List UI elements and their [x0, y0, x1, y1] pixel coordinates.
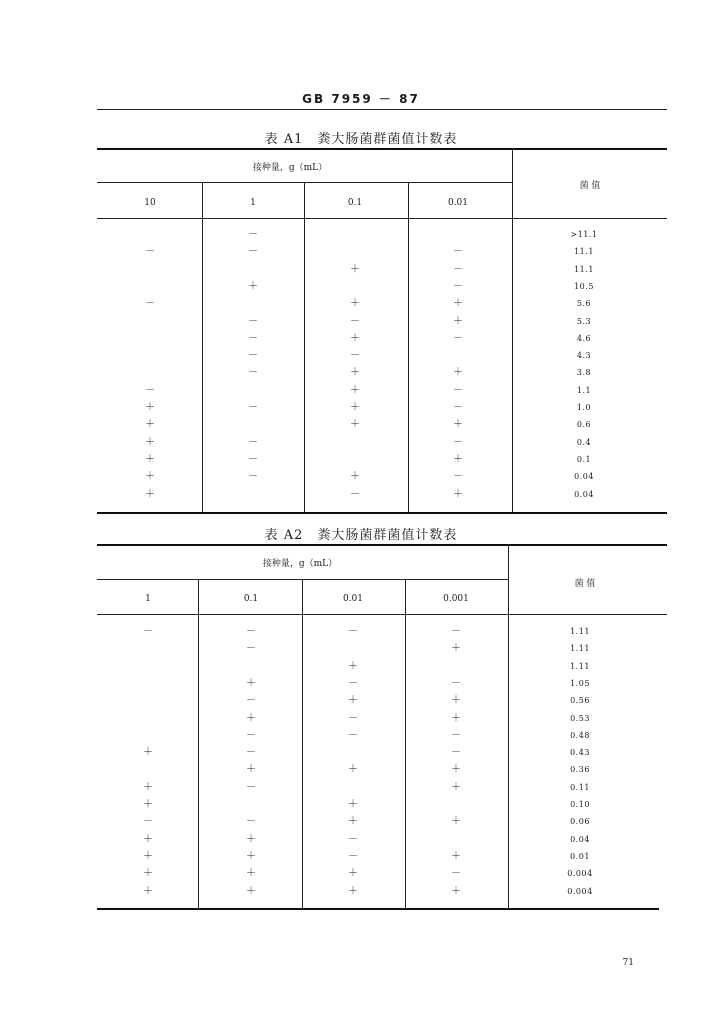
table-a1-caption: 表 A1 粪大肠菌群菌值计数表 — [264, 132, 458, 147]
table-value-cell: 0.4 — [576, 437, 592, 447]
table-a1-value-divider — [512, 148, 513, 512]
table-cell: ＋ — [451, 781, 461, 793]
table-value-cell: 1.11 — [570, 661, 590, 671]
table-value-cell: 0.36 — [570, 765, 590, 775]
table-cell: － — [348, 850, 358, 862]
table-cell: － — [248, 402, 258, 413]
table-cell: ＋ — [451, 850, 461, 862]
table-value-cell: 11.1 — [574, 264, 594, 274]
table-cell: ＋ — [143, 799, 153, 810]
header-rule — [97, 109, 667, 110]
table-cell: ＋ — [350, 263, 360, 275]
table-value-cell: 0.56 — [570, 696, 590, 706]
table-cell: － — [350, 350, 360, 362]
table-cell: － — [246, 747, 256, 759]
table-value-cell: 1.11 — [570, 627, 590, 636]
table-value-cell: 0.11 — [570, 782, 590, 792]
table-a1-col-divider — [408, 182, 409, 512]
table-a1-header-rule — [97, 218, 667, 219]
table-value-cell: 3.8 — [576, 368, 592, 378]
table-cell: ＋ — [145, 402, 155, 413]
table-value-cell: >11.1 — [570, 230, 598, 239]
table-cell: ＋ — [246, 850, 256, 862]
table-cell: － — [246, 781, 256, 793]
table-a1-col-header: 1 — [250, 198, 256, 208]
table-value-cell: 1.11 — [570, 644, 590, 654]
table-cell: － — [453, 402, 463, 413]
table-cell: ＋ — [143, 781, 153, 793]
table-cell: － — [453, 332, 463, 344]
table-a1-col-divider — [304, 182, 305, 512]
table-cell: － — [451, 868, 461, 880]
table-a2-top-rule — [97, 544, 667, 546]
table-cell: ＋ — [143, 833, 153, 845]
table-cell: ＋ — [248, 280, 258, 292]
table-value-cell: 1.1 — [576, 385, 592, 395]
table-cell: － — [143, 626, 153, 637]
table-cell: ＋ — [451, 712, 461, 724]
table-value-cell: 0.01 — [570, 851, 590, 861]
table-cell: － — [453, 263, 463, 275]
table-cell: － — [348, 677, 358, 689]
table-value-cell: 0.10 — [570, 800, 590, 809]
table-cell: － — [348, 712, 358, 724]
table-a1-col-header: 10 — [144, 198, 156, 208]
table-value-cell: 0.43 — [570, 748, 590, 758]
table-a2-header-rule — [97, 614, 667, 615]
table-value-cell: 10.5 — [574, 281, 594, 291]
table-a2-col-header: 0.01 — [342, 594, 364, 604]
table-cell: － — [246, 816, 256, 828]
table-cell: － — [145, 298, 155, 310]
table-cell: ＋ — [453, 298, 463, 310]
table-a2-inoculum-header: 接种量，g（mL） — [262, 559, 338, 569]
table-cell: － — [248, 229, 258, 240]
table-cell: － — [350, 488, 360, 500]
table-cell: ＋ — [145, 419, 155, 431]
table-a2-col-header: 0.1 — [243, 594, 259, 604]
table-a2-col-header: 0.001 — [443, 594, 469, 604]
table-cell: － — [451, 729, 461, 741]
table-cell: ＋ — [350, 419, 360, 431]
table-cell: ＋ — [453, 367, 463, 379]
table-value-cell: 0.04 — [574, 472, 594, 482]
table-cell: － — [248, 367, 258, 379]
table-cell: ＋ — [350, 471, 360, 483]
table-value-cell: 0.48 — [570, 730, 590, 740]
table-value-cell: 0.04 — [570, 834, 590, 844]
table-cell: － — [248, 246, 258, 258]
table-a1-inoculum-header: 接种量，g（mL） — [252, 163, 328, 173]
table-a1-value-header: 菌 值 — [579, 181, 601, 191]
table-cell: ＋ — [453, 453, 463, 465]
table-value-cell: 0.004 — [567, 869, 593, 879]
table-cell: － — [248, 332, 258, 344]
table-cell: ＋ — [350, 332, 360, 344]
table-cell: － — [248, 350, 258, 362]
table-cell: － — [248, 453, 258, 465]
table-cell: ＋ — [143, 747, 153, 759]
table-cell: － — [451, 626, 461, 637]
table-cell: － — [453, 384, 463, 396]
table-cell: ＋ — [145, 436, 155, 448]
table-cell: ＋ — [451, 816, 461, 828]
table-value-cell: 11.1 — [574, 247, 594, 257]
table-value-cell: 4.3 — [576, 351, 592, 361]
table-value-cell: 4.6 — [576, 333, 592, 343]
table-a1-top-rule — [97, 148, 667, 150]
table-cell: － — [348, 626, 358, 637]
table-cell: ＋ — [246, 764, 256, 776]
table-cell: ＋ — [143, 885, 153, 897]
table-a2-bottom-rule — [97, 908, 659, 910]
table-cell: － — [451, 677, 461, 689]
table-cell: ＋ — [145, 488, 155, 500]
table-cell: ＋ — [246, 868, 256, 880]
table-cell: ＋ — [451, 764, 461, 776]
table-cell: － — [248, 315, 258, 327]
table-cell: － — [145, 384, 155, 396]
table-value-cell: 0.06 — [570, 817, 590, 827]
table-cell: ＋ — [143, 868, 153, 880]
table-value-cell: 0.1 — [576, 454, 592, 464]
table-value-cell: 0.004 — [567, 886, 593, 896]
table-cell: － — [246, 643, 256, 655]
table-cell: ＋ — [246, 712, 256, 724]
table-cell: ＋ — [350, 298, 360, 310]
table-cell: － — [246, 729, 256, 741]
table-cell: ＋ — [348, 885, 358, 897]
table-a2-col-header: 1 — [145, 594, 151, 604]
table-a1-col-header: 0.1 — [347, 198, 363, 208]
table-a1-bottom-rule — [97, 512, 667, 514]
table-cell: － — [453, 280, 463, 292]
table-cell: ＋ — [348, 660, 358, 672]
table-cell: ＋ — [145, 453, 155, 465]
table-value-cell: 1.05 — [570, 678, 590, 688]
table-value-cell: 0.04 — [574, 489, 594, 499]
table-cell: ＋ — [246, 885, 256, 897]
table-cell: ＋ — [143, 850, 153, 862]
table-cell: ＋ — [350, 402, 360, 413]
page-number: 71 — [622, 958, 634, 968]
table-cell: － — [348, 833, 358, 845]
table-cell: － — [248, 436, 258, 448]
table-cell: ＋ — [451, 695, 461, 707]
table-cell: － — [453, 436, 463, 448]
table-cell: ＋ — [348, 764, 358, 776]
table-a1-col-divider — [202, 182, 203, 512]
table-cell: ＋ — [145, 471, 155, 483]
table-cell: － — [451, 747, 461, 759]
standard-header: GB 7959 － 87 — [302, 92, 420, 106]
table-cell: － — [145, 246, 155, 258]
table-cell: － — [143, 816, 153, 828]
table-cell: ＋ — [246, 677, 256, 689]
table-value-cell: 5.6 — [576, 299, 592, 309]
table-cell: ＋ — [350, 367, 360, 379]
table-a2-col-divider — [302, 579, 303, 908]
table-cell: ＋ — [453, 488, 463, 500]
table-cell: － — [246, 626, 256, 637]
table-cell: － — [348, 729, 358, 741]
table-value-cell: 1.0 — [576, 403, 592, 412]
table-cell: ＋ — [246, 833, 256, 845]
table-a1-col-header: 0.01 — [447, 198, 469, 208]
table-cell: ＋ — [348, 816, 358, 828]
table-cell: － — [453, 246, 463, 258]
table-a2-col-divider — [405, 579, 406, 908]
table-cell: ＋ — [451, 885, 461, 897]
table-a2-value-header: 菌 值 — [574, 579, 596, 589]
table-a2-value-divider — [508, 544, 509, 908]
table-cell: ＋ — [348, 695, 358, 707]
table-value-cell: 0.53 — [570, 713, 590, 723]
table-cell: ＋ — [350, 384, 360, 396]
table-value-cell: 0.6 — [576, 420, 592, 430]
table-a2-col-divider — [198, 579, 199, 908]
table-cell: ＋ — [453, 315, 463, 327]
table-cell: ＋ — [451, 643, 461, 655]
table-cell: － — [350, 315, 360, 327]
table-value-cell: 5.3 — [576, 316, 592, 326]
table-cell: － — [453, 471, 463, 483]
table-cell: － — [246, 695, 256, 707]
table-cell: ＋ — [348, 868, 358, 880]
table-cell: － — [248, 471, 258, 483]
table-a2-caption: 表 A2 粪大肠菌群菌值计数表 — [264, 528, 458, 543]
table-cell: ＋ — [348, 799, 358, 810]
table-cell: ＋ — [453, 419, 463, 431]
